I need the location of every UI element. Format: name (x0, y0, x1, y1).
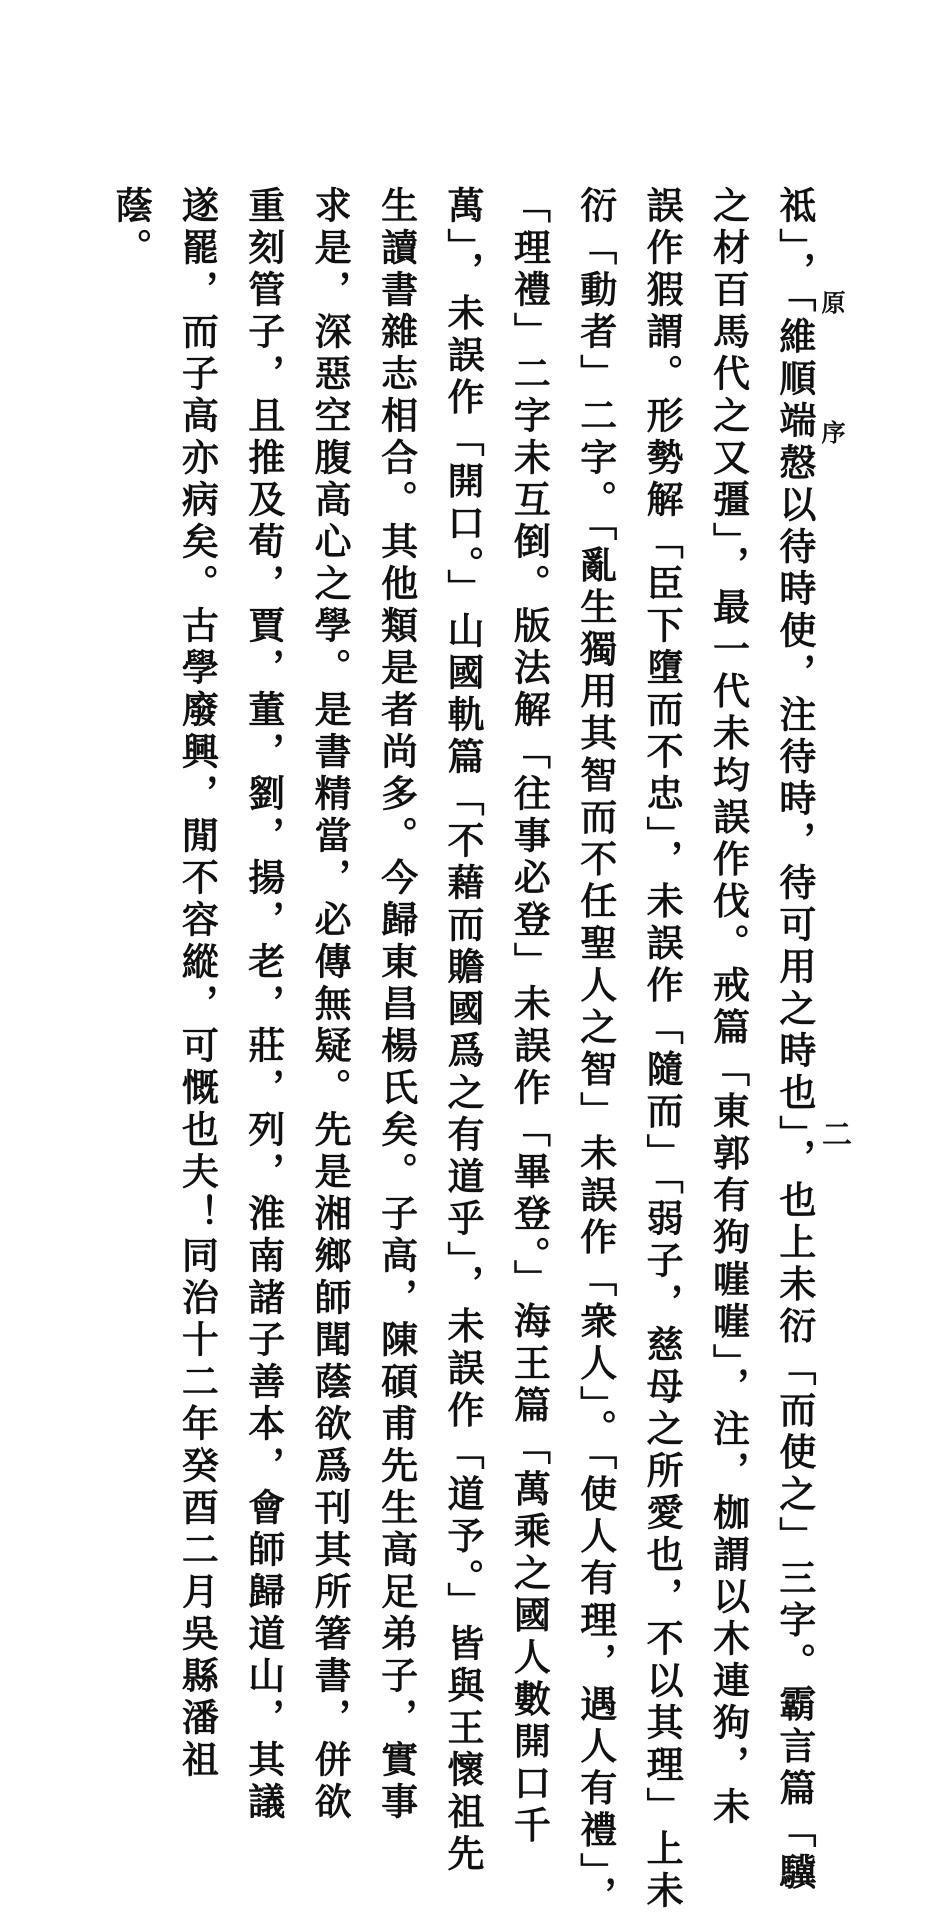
text-column-3: 誤作猳謂。形勢解「臣下墮而不忠」，未誤作「隨而」「弱子，慈母之所愛也，不以其理」上未 (640, 186, 685, 1913)
text-column-5: 「理禮」二字未互倒。版法解「往事必登」未誤作「畢登。」海王篇「萬乘之國人數開口千 (507, 186, 552, 1848)
page-header-title: 原序 (817, 290, 846, 550)
text-column-4: 衍「動者」二字。「亂生獨用其智而不任聖人之智」未誤作「衆人」。「使人有理，遇人有禮」， (573, 186, 618, 1918)
text-column-1: 祗」，「維順端慤以待時使，注待時，待可用之時也」，也上未衍「而使之」三字。霸言篇「驥 (772, 186, 817, 1895)
page-number: 二 (822, 1118, 852, 1153)
text-column-8: 求是，深惡空腹高心之學。是書精當，必傳無疑。先是湘鄉師聞蔭欲爲刊其所箸書，併欲 (308, 186, 353, 1824)
text-column-10: 遂罷，而子高亦病矣。古學廢興，閒不容縱，可慨也夫！同治十二年癸酉二月吳縣潘祖 (175, 186, 220, 1782)
text-column-2: 之材百馬代之又彊」，最一代未均誤作伐。戒篇「東郭有狗嘊嘊」，注，枷謂以木連狗，未 (706, 186, 751, 1829)
text-column-7: 生讀書雜志相合。其他類是者尚多。今歸東昌楊氏矣。子高，陳碩甫先生高足弟子，實事 (374, 186, 419, 1824)
text-column-6: 萬」，未誤作「開口。」山國軌篇「不藉而贍國爲之有道乎」，未誤作「道予。」皆與王懷祖先 (440, 186, 485, 1876)
text-column-11: 蔭。 (109, 186, 153, 270)
preface-text-block (109, 186, 817, 1918)
text-column-9: 重刻管子，且推及荀，賈，董，劉，揚，老，莊，列，淮南諸子善本，會師歸道山，其議 (241, 186, 286, 1824)
